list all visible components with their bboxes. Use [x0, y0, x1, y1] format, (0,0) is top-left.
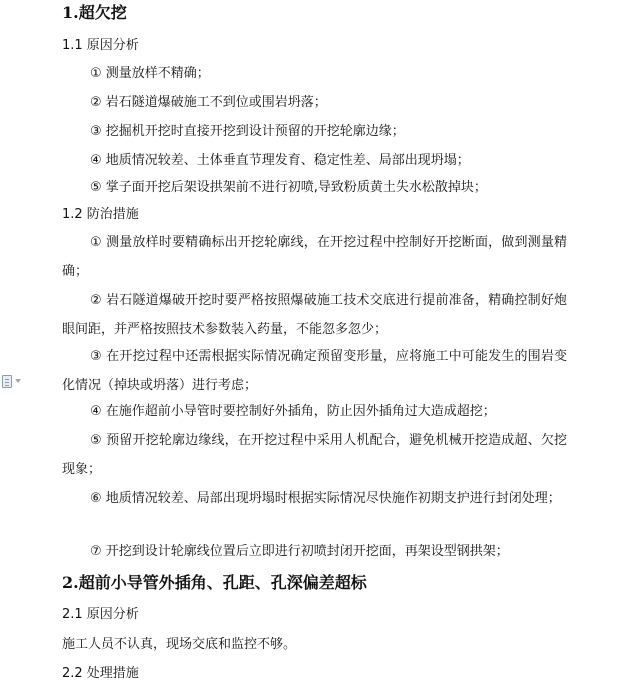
measure-item-1: ① 测量放样时要精确标出开挖轮廓线，在开挖过程中控制好开挖断面，做到测量精确；	[62, 235, 567, 279]
measure-item-7: ⑦ 开挖到设计轮廓线位置后立即进行初喷封闭开挖面，再架设型钢拱架；	[90, 544, 509, 559]
measure-item-2: ② 岩石隧道爆破开挖时要严格按照爆破施工技术交底进行提前准备，精确控制好炮眼间距，并严格按照技术参数装入药量，不能忽多忽少；	[62, 293, 567, 337]
cause-item-4: ④ 地质情况较差、土体垂直节理发育、稳定性差、局部出现坍塌；	[90, 153, 470, 168]
document-outline-icon[interactable]	[2, 373, 30, 389]
section-2-title: 2.超前小导管外插角、孔距、孔深偏差超标	[62, 573, 367, 592]
section-2-1-heading: 2.1 原因分析	[62, 607, 139, 622]
section-2-2-heading: 2.2 处理措施	[62, 666, 139, 681]
document-icon	[2, 375, 12, 388]
section-2-1-text: 施工人员不认真，现场交底和监控不够。	[62, 637, 297, 652]
measure-item-6: ⑥ 地质情况较差、局部出现坍塌时根据实际情况尽快施作初期支护进行封闭处理；	[90, 491, 561, 506]
measure-item-4: ④ 在施作超前小导管时要控制好外插角，防止因外插角过大造成超挖；	[90, 404, 496, 419]
section-1-2-heading: 1.2 防治措施	[62, 207, 139, 222]
cause-item-2: ② 岩石隧道爆破施工不到位或围岩坍落；	[90, 95, 327, 110]
measure-item-3: ③ 在开挖过程中还需根据实际情况确定预留变形量，应将施工中可能发生的围岩变化情况（掉块或坍落）进行考虑；	[62, 349, 567, 393]
cause-item-5: ⑤ 掌子面开挖后架设拱架前不进行初喷,导致粉质黄土失水松散掉块；	[90, 180, 487, 195]
section-1-1-heading: 1.1 原因分析	[62, 38, 139, 53]
measure-item-5: ⑤ 预留开挖轮廓边缘线，在开挖过程中采用人机配合，避免机械开挖造成超、欠挖现象；	[62, 433, 567, 477]
cause-item-3: ③ 挖掘机开挖时直接开挖到设计预留的开挖轮廓边缘；	[90, 124, 405, 139]
section-1-title: 1.超欠挖	[62, 3, 127, 22]
chevron-down-icon	[15, 379, 21, 383]
cause-item-1: ① 测量放样不精确；	[90, 66, 210, 81]
